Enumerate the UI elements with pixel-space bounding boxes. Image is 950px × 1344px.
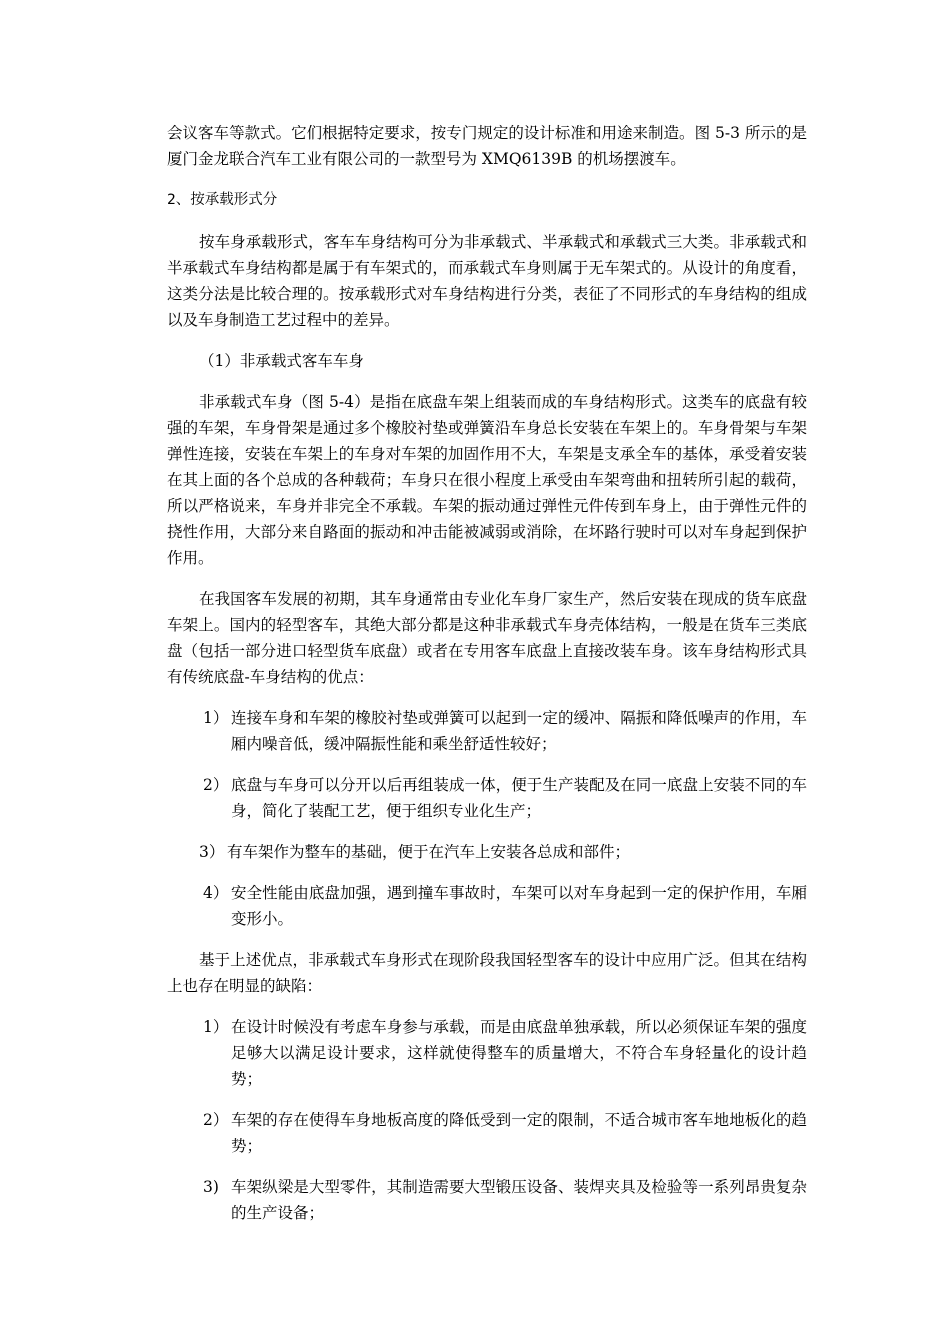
list-item: [167, 839, 807, 865]
document-page: [167, 120, 807, 1241]
list-item: [167, 1014, 807, 1092]
drawbacks-intro-paragraph: 基于上述优点，非承载式车身形式在现阶段我国轻型客车的设计中应用广泛。但其在结构上也存在明显的缺陷：: [167, 951, 807, 995]
definition-paragraph: 非承载式车身（图 5-4）是指在底盘车架上组装而成的车身结构形式。这类车的底盘有较强的车架，车身骨架是通过多个橡胶衬垫或弹簧沿车身总长安装在车架上的。车身骨架与车架弹性连接，安装在车架上的车身对车架的加固作用不大，车架是支承全车的基体，承受着安装在其上面的各个总成的各种载荷；车身只在很小程度上承受由车架弯曲和扭转所引起的载荷，所以严格说来，车身并非完全不承载。车架的振动通过弹性元件传到车身上，由于弹性元件的挠性作用，大部分来自路面的振动和冲击能被减弱或消除，在坏路行驶时可以对车身起到保护作用。: [167, 393, 807, 567]
list-item-text: 车架的存在使得车身地板高度的降低受到一定的限制，不适合城市客车地地板化的趋势；: [231, 1111, 807, 1155]
list-item-text: 有车架作为整车的基础，便于在汽车上安装各总成和部件；: [227, 843, 631, 861]
list-item-text: 底盘与车身可以分开以后再组装成一体，便于生产装配及在同一底盘上安装不同的车身，简化了装配工艺，便于组织专业化生产；: [231, 776, 807, 820]
intro-continued-paragraph: 会议客车等款式。它们根据特定要求，按专门规定的设计标准和用途来制造。图 5-3 所示的是厦门金龙联合汽车工业有限公司的一款型号为 XMQ6139B 的机场摆渡车。: [167, 124, 807, 168]
list-item-text: 在设计时候没有考虑车身参与承载，而是由底盘单独承载，所以必须保证车架的强度足够大以满足设计要求，这样就使得整车的质量增大，不符合车身轻量化的设计趋势；: [231, 1018, 807, 1088]
list-item: [167, 772, 807, 824]
subsection-heading: （1）非承载式客车车身: [199, 352, 364, 370]
list-item-number: 1）: [203, 709, 229, 727]
list-item: [167, 880, 807, 932]
list-item-number: 4）: [203, 884, 229, 902]
drawbacks-list: [167, 1014, 807, 1226]
section-intro-paragraph: 按车身承载形式，客车车身结构可分为非承载式、半承载式和承载式三大类。非承载式和半承载式车身结构都是属于有车架式的，而承载式车身则属于无车架式的。从设计的角度看，这类分法是比较合理的。按承载形式对车身结构进行分类，表征了不同形式的车身结构的组成以及车身制造工艺过程中的差异。: [167, 233, 807, 329]
list-item: [167, 705, 807, 757]
list-item-number: 2）: [203, 776, 229, 794]
list-item-number: 3）: [199, 843, 225, 861]
list-item-number: 3): [203, 1178, 219, 1196]
advantages-list: [167, 705, 807, 932]
list-item-number: 1）: [203, 1018, 229, 1036]
list-item-text: 车架纵梁是大型零件，其制造需要大型锻压设备、装焊夹具及检验等一系列昂贵复杂的生产设备；: [231, 1178, 807, 1222]
list-item-text: 安全性能由底盘加强，遇到撞车事故时，车架可以对车身起到一定的保护作用，车厢变形小。: [231, 884, 807, 928]
section-heading: 2、按承载形式分: [167, 192, 278, 208]
list-item: [167, 1174, 807, 1226]
list-item: [167, 1107, 807, 1159]
list-item-text: 连接车身和车架的橡胶衬垫或弹簧可以起到一定的缓冲、隔振和降低噪声的作用，车厢内噪音低，缓冲隔振性能和乘坐舒适性较好；: [231, 709, 807, 753]
list-item-number: 2）: [203, 1111, 229, 1129]
history-paragraph: 在我国客车发展的初期，其车身通常由专业化车身厂家生产，然后安装在现成的货车底盘车架上。国内的轻型客车，其绝大部分都是这种非承载式车身壳体结构，一般是在货车三类底盘（包括一部分进口轻型货车底盘）或者在专用客车底盘上直接改装车身。该车身结构形式具有传统底盘-车身结构的优点：: [167, 590, 807, 686]
